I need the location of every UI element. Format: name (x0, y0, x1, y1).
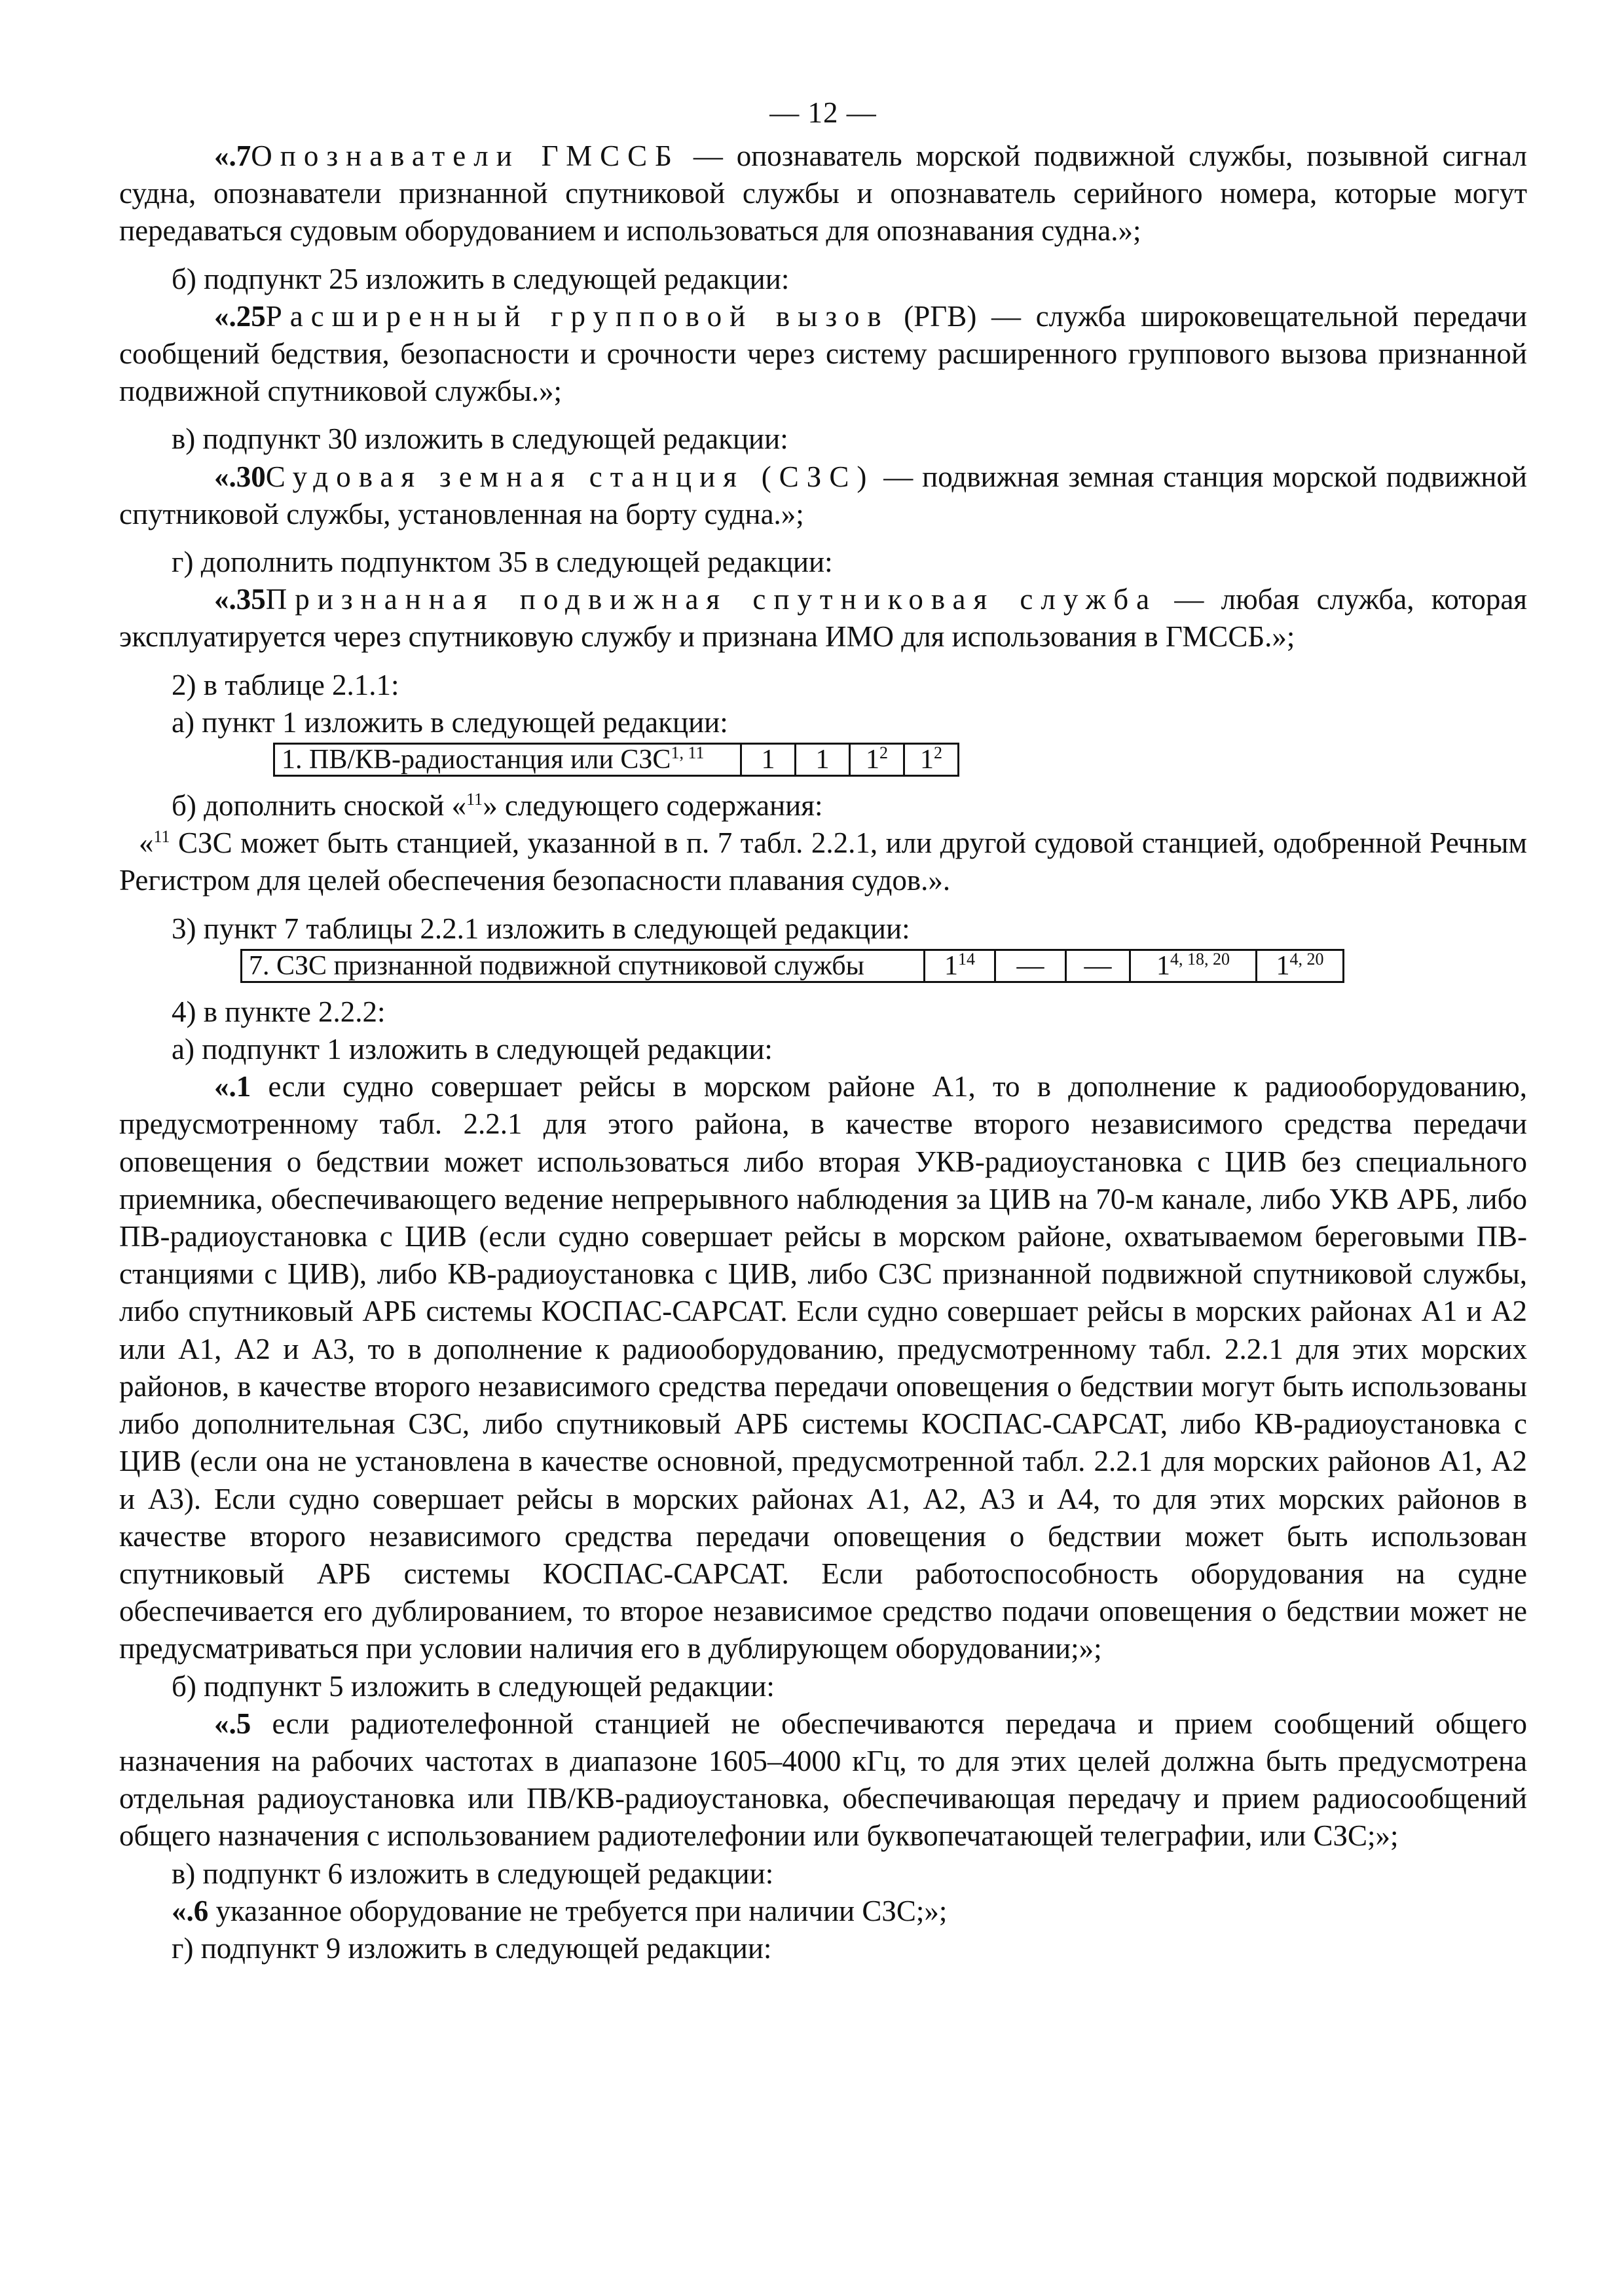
table-cell-label: 7. СЗС признанной подвижной спутниковой службы (242, 950, 925, 982)
paragraph-6-text: указанное оборудование не требуется при наличии СЗС;»; (208, 1894, 948, 1927)
page-number: — 12 — (769, 96, 877, 129)
paragraph-5-text: если радиотелефонной станцией не обеспечиваются передача и прием сообщений общего назначения на рабочих частотах в диапазоне 1605–4000 кГц, то для этих целей должна быть предусмотрена отдельная радиоустановка или ПВ/КВ-радиоустановка, обеспечивающая передачу и прием радиосообщений общего назначения с использованием радиотелефонии или буквопечатающей телеграфии, или СЗС;»; (119, 1707, 1527, 1853)
item-3: 3) пункт 7 таблицы 2.2.1 изложить в следующей редакции: (172, 912, 910, 945)
paragraph-25-egc (119, 298, 1527, 411)
table-cell: 1$^{4, 18, 20}$ (1130, 950, 1257, 982)
paragraph-7-gmdss-identities (119, 138, 1527, 250)
paragraph-25-term: Расширенный групповой вызов (265, 299, 889, 333)
table-cell: 1$^{4, 20}$ (1257, 950, 1344, 982)
paragraph-7-text: — опознаватель морской подвижной службы, позывной сигнал судна, опознаватели признанной спутниковой службы и опознаватель серийного номера, которые могут передаваться судовым оборудованием и использоваться для опознавания судна.»; (119, 139, 1527, 248)
paragraph-1-text: если судно совершает рейсы в морском районе А1, то в дополнение к радиооборудованию, предусмотренному табл. 2.2.1 для этого района, в качестве второго независимого средства передачи оповещения о бедствии может использоваться либо вторая УКВ-радиоустановка с ЦИВ без специального приемника, обеспечивающего ведение непрерывного наблюдения за ЦИВ на 70-м канале, либо УКВ АРБ, либо ПВ-радиоустановка с ЦИВ (если судно совершает рейсы в морском районе, охватываемом береговыми ПВ-станциями с ЦИВ), либо КВ-радиоустановка с ЦИВ, либо СЗС признанной подвижной спутниковой службы, либо спутниковый АРБ системы КОСПАС-САРСАТ. Если судно совершает рейсы в морских районах А1 и А2 или А1, А2 и А3, то в дополнение к радиооборудованию, предусмотренному табл. 2.2.1 для этих морских районов, в качестве второго независимого средства передачи оповещения о бедствии могут быть использованы либо дополнительная СЗС, либо спутниковый АРБ системы КОСПАС-САРСАТ, либо КВ-радиоустановка с ЦИВ (если она не установлена в качестве основной, предусмотренной табл. 2.2.1 для морских районов А1, А2 и А3). Если судно совершает рейсы в морских районах А1, А2, А3 и А4, то для этих морских районов в качестве второго независимого средства передачи оповещения о бедствии может быть использован спутниковый АРБ системы КОСПАС-САРСАТ. Если работоспособность оборудования на судне обеспечивается его дублированием, то второе независимое средство подачи оповещения о бедствии может не предусматриваться при условии наличия его в дублирующем оборудовании;»; (119, 1070, 1527, 1665)
paragraph-35-text: — любая служба, которая эксплуатируется через спутниковую службу и признана ИМО для использования в ГМССБ.»; (119, 583, 1528, 654)
item-4g: г) подпункт 9 изложить в следующей редакции: (172, 1931, 772, 1965)
table-cell: $1^2$ (850, 744, 904, 776)
item-2: 2) в таблице 2.1.1: (172, 668, 399, 701)
item-2a: а) пункт 1 изложить в следующей редакции: (172, 705, 728, 739)
table-2-1-1-row-1 (273, 743, 959, 777)
paragraph-25-text: (РГВ) — служба широковещательной передачи сообщений бедствия, безопасности и срочности через систему расширенного группового вызова признанной подвижной спутниковой службы.»; (119, 299, 1527, 408)
paragraph-6-not-required (119, 1893, 1527, 1930)
paragraph-30-ses (119, 458, 1527, 533)
paragraph-5-prefix: «.5 (214, 1707, 251, 1740)
footnote-11: «$^{11}$ СЗС может быть станцией, указанной в п. 7 табл. 2.2.1, или другой судовой станцией, одобренной Речным Регистром для целей обеспечения безопасности плавания судов.». (119, 826, 1527, 897)
table-cell: 1 (741, 744, 796, 776)
subitem-b-intro: б) подпункт 25 изложить в следующей редакции: (172, 262, 790, 295)
subitem-g-intro: г) дополнить подпунктом 35 в следующей редакции: (172, 546, 833, 579)
table-row (242, 950, 1344, 982)
subitem-v-intro: в) подпункт 30 изложить в следующей редакции: (172, 422, 788, 456)
paragraph-1-prefix: «.1 (214, 1070, 251, 1103)
paragraph-7-prefix: «.7 (214, 139, 251, 172)
paragraph-35-recognized-service (119, 581, 1527, 656)
table-cell: 1 (796, 744, 850, 776)
table-cell: $1^2$ (904, 744, 959, 776)
table-2-2-1-row-7 (240, 949, 1344, 983)
paragraph-30-prefix: «.30 (214, 460, 266, 493)
paragraph-35-term: Признанная подвижная спутниковая служба (265, 583, 1158, 616)
item-4v: в) подпункт 6 изложить в следующей редакции: (172, 1857, 774, 1890)
item-4b: б) подпункт 5 изложить в следующей редакции: (172, 1669, 775, 1703)
table-cell: $1^{14}$ (925, 950, 995, 982)
paragraph-35-prefix: «.35 (214, 583, 266, 616)
paragraph-6-prefix: «.6 (172, 1894, 209, 1927)
paragraph-1-second-means (119, 1068, 1527, 1667)
table-cell: — (1066, 950, 1130, 982)
paragraph-5-radiotelephone (119, 1705, 1527, 1855)
item-4: 4) в пункте 2.2.2: (172, 995, 386, 1028)
table-cell-label: 1. ПВ/КВ-радиостанция или СЗС$^{1, 11}$ (274, 744, 741, 776)
paragraph-7-term: Опознаватели ГМССБ (251, 139, 680, 172)
paragraph-30-term: Судовая земная станция (СЗС) (265, 460, 875, 493)
paragraph-25-prefix: «.25 (214, 299, 266, 333)
document-page (119, 93, 1527, 1967)
table-row (274, 744, 959, 776)
paragraph-30-text: — подвижная земная станция морской подвижной спутниковой службы, установленная на борту судна.»; (119, 460, 1527, 530)
item-4a: а) подпункт 1 изложить в следующей редакции: (172, 1033, 773, 1066)
table-cell: — (995, 950, 1066, 982)
item-2b-intro: б) дополнить сноской «$^{11}$» следующего содержания: (172, 789, 823, 823)
